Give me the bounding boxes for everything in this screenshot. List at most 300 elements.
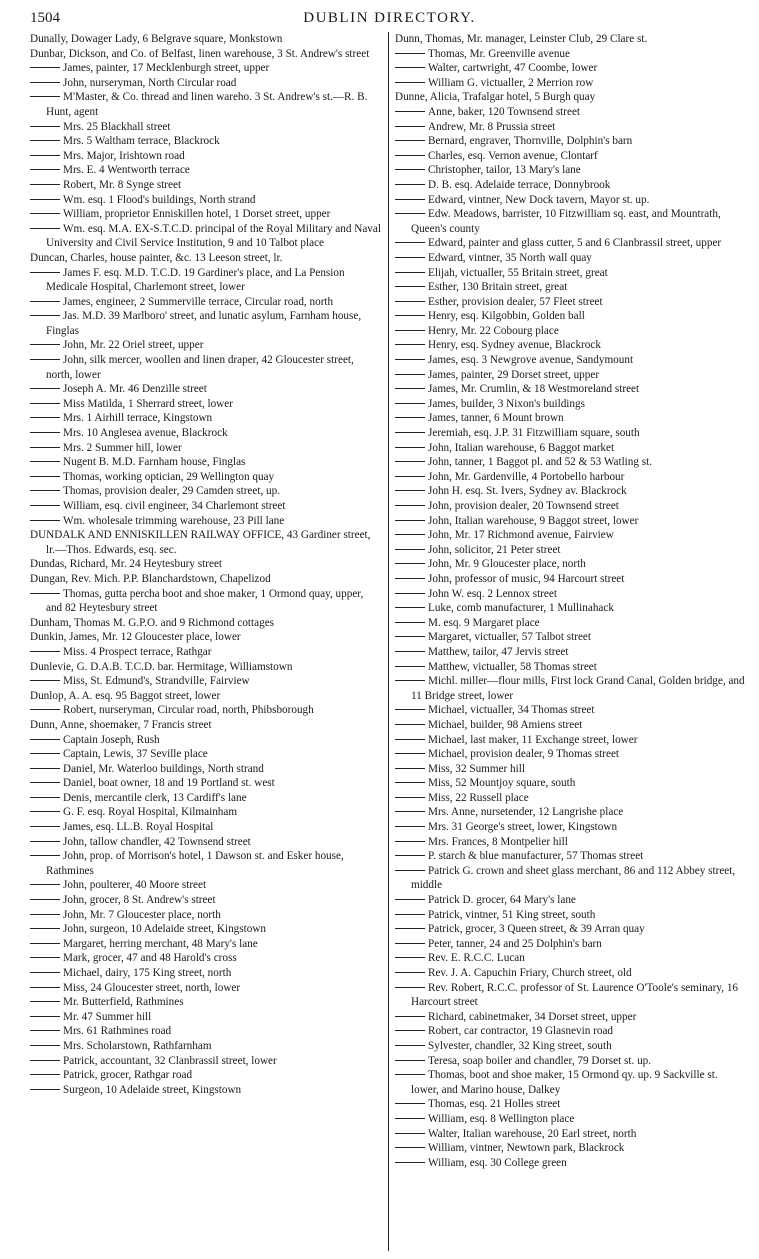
- entry-text: Peter, tanner, 24 and 25 Dolphin's barn: [428, 937, 602, 950]
- entry-text: Patrick G. crown and sheet glass merchant, 86 and 112 Abbey street, middle: [411, 864, 736, 892]
- entry-text: James, esq. LL.B. Royal Hospital: [63, 821, 214, 834]
- entry-text: Miss, St. Edmund's, Strandville, Fairview: [63, 675, 250, 688]
- ditto-dash: [30, 461, 60, 462]
- ditto-dash: [30, 841, 60, 842]
- page-number: 1504: [30, 10, 60, 26]
- entry-text: Michael, last maker, 11 Exchange street, lower: [428, 733, 638, 746]
- entry-text: Mark, grocer, 47 and 48 Harold's cross: [63, 952, 237, 965]
- entry-text: Walter, cartwright, 47 Coombe, lower: [428, 62, 598, 75]
- directory-entry: [395, 835, 747, 850]
- ditto-dash: [395, 1060, 425, 1061]
- directory-entry: [395, 703, 747, 718]
- ditto-dash: [395, 184, 425, 185]
- directory-entry: [395, 338, 747, 353]
- directory-entry: [395, 543, 747, 558]
- directory-entry: [395, 368, 747, 383]
- ditto-dash: [395, 549, 425, 550]
- directory-entry: [395, 893, 747, 908]
- directory-entry: [30, 178, 382, 193]
- directory-entry: [30, 382, 382, 397]
- directory-entry: [395, 572, 747, 587]
- ditto-dash: [30, 972, 60, 973]
- ditto-dash: [395, 914, 425, 915]
- directory-entry: [30, 207, 382, 222]
- ditto-dash: [395, 476, 425, 477]
- entry-text: Mrs. Major, Irishtown road: [63, 149, 185, 162]
- ditto-dash: [395, 155, 425, 156]
- entry-text: Mrs. Scholarstown, Rathfarnham: [63, 1039, 212, 1052]
- entry-text: Matthew, victualler, 58 Thomas street: [428, 660, 597, 673]
- ditto-dash: [395, 826, 425, 827]
- entry-text: Matthew, tailor, 47 Jervis street: [428, 645, 569, 658]
- entry-text: Patrick, accountant, 32 Clanbrassil street, lower: [63, 1054, 277, 1067]
- entry-text: D. B. esq. Adelaide terrace, Donnybrook: [428, 178, 611, 191]
- entry-text: John, tanner, 1 Baggot pl. and 52 & 53 Watling st.: [428, 456, 653, 469]
- directory-entry: [395, 514, 747, 529]
- ditto-dash: [30, 388, 60, 389]
- ditto-dash: [30, 140, 60, 141]
- entry-text: Rev. Robert, R.C.C. professor of St. Laurence O'Toole's seminary, 16 Harcourt street: [411, 981, 739, 1009]
- entry-text: Mrs. 25 Blackhall street: [63, 120, 171, 133]
- ditto-dash: [395, 534, 425, 535]
- ditto-dash: [30, 82, 60, 83]
- entry-text: James, painter, 17 Mecklenburgh street, upper: [63, 62, 270, 75]
- directory-entry: [395, 1039, 747, 1054]
- directory-entry: [30, 703, 382, 718]
- directory-entry: [30, 805, 382, 820]
- directory-entry: [30, 1039, 382, 1054]
- ditto-dash: [395, 943, 425, 944]
- entry-text: Sylvester, chandler, 32 King street, south: [428, 1039, 612, 1052]
- directory-entry: [30, 557, 382, 572]
- entry-text: Mr. 47 Summer hill: [63, 1010, 152, 1023]
- entry-text: Mrs. E. 4 Wentworth terrace: [63, 164, 190, 177]
- ditto-dash: [395, 1030, 425, 1031]
- directory-entry: [30, 149, 382, 164]
- directory-entry: [30, 674, 382, 689]
- ditto-dash: [395, 272, 425, 273]
- entry-text: John H. esq. St. Ivers, Sydney av. Blackrock: [428, 485, 627, 498]
- ditto-dash: [395, 490, 425, 491]
- ditto-dash: [30, 432, 60, 433]
- directory-entry: [30, 353, 382, 382]
- directory-entry: [395, 718, 747, 733]
- directory-entry: [395, 32, 747, 47]
- ditto-dash: [30, 213, 60, 214]
- entry-text: John, Mr. 7 Gloucester place, north: [63, 908, 221, 921]
- entry-text: Mrs. 61 Rathmines road: [63, 1025, 172, 1038]
- entry-text: Michael, dairy, 175 King street, north: [63, 967, 232, 979]
- entry-text: John, grocer, 8 St. Andrew's street: [63, 894, 216, 907]
- directory-entry: [30, 222, 382, 251]
- entry-text: James, Mr. Crumlin, & 18 Westmoreland street: [428, 383, 640, 396]
- entry-text: Miss, 32 Summer hill: [428, 762, 525, 775]
- ditto-dash: [395, 680, 425, 681]
- entry-text: Miss, 52 Mountjoy square, south: [428, 777, 576, 790]
- directory-entry: [30, 660, 382, 675]
- entry-text: John, Mr. 9 Gloucester place, north: [428, 558, 586, 571]
- ditto-dash: [395, 593, 425, 594]
- entry-text: James, builder, 3 Nixon's buildings: [428, 397, 585, 410]
- ditto-dash: [395, 987, 425, 988]
- ditto-dash: [395, 330, 425, 331]
- entry-text: Margaret, herring merchant, 48 Mary's lane: [63, 937, 258, 950]
- directory-entry: [395, 441, 747, 456]
- entry-text: Dunlevie, G. D.A.B. T.C.D. bar. Hermitage, Williamstown: [30, 660, 293, 673]
- ditto-dash: [30, 957, 60, 958]
- entry-text: Margaret, victualler, 57 Talbot street: [428, 631, 592, 644]
- entry-text: M. esq. 9 Margaret place: [428, 616, 540, 629]
- directory-entry: [395, 397, 747, 412]
- directory-entry: [395, 1112, 747, 1127]
- entry-text: John, poulterer, 40 Moore street: [63, 879, 207, 892]
- directory-entry: [395, 324, 747, 339]
- directory-entry: [30, 1054, 382, 1069]
- directory-entry: [395, 353, 747, 368]
- entry-text: Dunham, Thomas M. G.P.O. and 9 Richmond cottages: [30, 616, 275, 629]
- ditto-dash: [30, 782, 60, 783]
- directory-entry: [30, 951, 382, 966]
- ditto-dash: [30, 899, 60, 900]
- entry-text: Dungan, Rev. Mich. P.P. Blanchardstown, Chapelizod: [30, 572, 271, 585]
- left-column: [30, 32, 388, 1251]
- ditto-dash: [395, 636, 425, 637]
- entry-text: Surgeon, 10 Adelaide street, Kingstown: [63, 1083, 242, 1096]
- ditto-dash: [30, 344, 60, 345]
- entry-text: Wm. esq. 1 Flood's buildings, North strand: [63, 193, 256, 206]
- entry-text: John, Mr. 22 Oriel street, upper: [63, 339, 204, 352]
- entry-text: Mrs. Anne, nursetender, 12 Langrishe place: [428, 806, 624, 819]
- ditto-dash: [395, 505, 425, 506]
- ditto-dash: [395, 111, 425, 112]
- directory-entry: [395, 733, 747, 748]
- ditto-dash: [30, 1060, 60, 1061]
- ditto-dash: [30, 315, 60, 316]
- entry-text: John, Italian warehouse, 9 Baggot street, lower: [428, 514, 639, 527]
- ditto-dash: [30, 403, 60, 404]
- directory-entry: [395, 163, 747, 178]
- entry-text: Patrick, grocer, Rathgar road: [63, 1069, 193, 1082]
- directory-entry: [30, 747, 382, 762]
- entry-text: Dundas, Richard, Mr. 24 Heytesbury street: [30, 558, 223, 571]
- ditto-dash: [30, 184, 60, 185]
- entry-text: Denis, mercantile clerk, 13 Cardiff's lane: [63, 791, 247, 804]
- entry-text: Edward, painter and glass cutter, 5 and 6 Clanbrassil street, upper: [428, 237, 722, 250]
- ditto-dash: [395, 563, 425, 564]
- entry-text: Dunbar, Dickson, and Co. of Belfast, linen warehouse, 3 St. Andrew's street: [30, 47, 370, 60]
- ditto-dash: [395, 417, 425, 418]
- entry-text: Mr. Butterfield, Rathmines: [63, 996, 184, 1009]
- entry-text: John, solicitor, 21 Peter street: [428, 543, 561, 556]
- entry-text: John, tallow chandler, 42 Townsend street: [63, 835, 251, 848]
- entry-text: Esther, 130 Britain street, great: [428, 281, 568, 294]
- directory-entry: [395, 178, 747, 193]
- ditto-dash: [395, 461, 425, 462]
- right-column: [388, 32, 747, 1251]
- entry-text: Walter, Italian warehouse, 20 Earl street, north: [428, 1127, 637, 1140]
- directory-entry: [30, 90, 382, 119]
- directory-entry: [395, 1010, 747, 1025]
- directory-entry: [395, 76, 747, 91]
- directory-entry: [395, 616, 747, 631]
- entry-text: John, Italian warehouse, 6 Baggot market: [428, 441, 615, 454]
- directory-entry: [395, 193, 747, 208]
- directory-entry: [395, 382, 747, 397]
- directory-entry: [395, 1141, 747, 1156]
- ditto-dash: [395, 709, 425, 710]
- directory-entry: [395, 820, 747, 835]
- ditto-dash: [395, 403, 425, 404]
- directory-entry: [395, 105, 747, 120]
- ditto-dash: [395, 432, 425, 433]
- ditto-dash: [395, 724, 425, 725]
- ditto-dash: [30, 855, 60, 856]
- ditto-dash: [395, 242, 425, 243]
- directory-entry: [395, 134, 747, 149]
- ditto-dash: [395, 928, 425, 929]
- directory-entry: [30, 163, 382, 178]
- ditto-dash: [395, 622, 425, 623]
- directory-entry: [395, 236, 747, 251]
- ditto-dash: [395, 768, 425, 769]
- entry-text: Edward, vintner, 35 North wall quay: [428, 251, 592, 264]
- directory-entry: [30, 295, 382, 310]
- ditto-dash: [30, 1074, 60, 1075]
- running-head: [30, 8, 749, 34]
- entry-text: Nugent B. M.D. Farnham house, Finglas: [63, 456, 246, 469]
- ditto-dash: [395, 374, 425, 375]
- ditto-dash: [395, 666, 425, 667]
- directory-entry: [30, 645, 382, 660]
- ditto-dash: [395, 578, 425, 579]
- entry-text: Thomas, esq. 21 Holles street: [428, 1098, 561, 1111]
- entry-text: Dunne, Alicia, Trafalgar hotel, 5 Burgh quay: [395, 91, 596, 104]
- directory-entry: [30, 397, 382, 412]
- directory-entry: [30, 572, 382, 587]
- directory-entry: [30, 426, 382, 441]
- ditto-dash: [30, 987, 60, 988]
- ditto-dash: [395, 607, 425, 608]
- entry-text: Henry, Mr. 22 Cobourg place: [428, 324, 559, 337]
- entry-text: John, Mr. Gardenville, 4 Portobello harbour: [428, 470, 625, 483]
- entry-text: G. F. esq. Royal Hospital, Kilmainham: [63, 806, 238, 819]
- ditto-dash: [395, 126, 425, 127]
- directory-entry: [30, 820, 382, 835]
- entry-text: John, prop. of Morrison's hotel, 1 Dawson st. and Esker house, Rathmines: [46, 850, 344, 877]
- directory-entry: [30, 193, 382, 208]
- ditto-dash: [30, 826, 60, 827]
- entry-text: James F. esq. M.D. T.C.D. 19 Gardiner's place, and La Pension Medicale Hospital, Charlemont street, lower: [46, 266, 345, 294]
- ditto-dash: [30, 359, 60, 360]
- directory-entry: [395, 601, 747, 616]
- ditto-dash: [30, 1016, 60, 1017]
- directory-entry: [30, 1083, 382, 1098]
- directory-entry: [30, 718, 382, 733]
- entry-text: Dunn, Anne, shoemaker, 7 Francis street: [30, 718, 212, 731]
- entry-text: Miss. 4 Prospect terrace, Rathgar: [63, 645, 212, 658]
- ditto-dash: [30, 884, 60, 885]
- directory-entry: [30, 251, 382, 266]
- directory-entry: [395, 587, 747, 602]
- entry-text: Michl. miller—flour mills, First lock Grand Canal, Golden bridge, and 11 Bridge street, lower: [411, 675, 745, 702]
- entry-text: Mrs. Frances, 8 Montpelier hill: [428, 835, 568, 848]
- ditto-dash: [30, 505, 60, 506]
- directory-entry: [30, 1024, 382, 1039]
- ditto-dash: [395, 67, 425, 68]
- entry-text: DUNDALK AND ENNISKILLEN RAILWAY OFFICE, 43 Gardiner street, lr.—Thos. Edwards, esq. sec.: [30, 529, 371, 556]
- directory-entry: [395, 1024, 747, 1039]
- directory-entry: [395, 528, 747, 543]
- entry-text: Thomas, gutta percha boot and shoe maker, 1 Ormond quay, upper, and 82 Heytesbury street: [46, 587, 364, 615]
- entry-text: Mrs. 2 Summer hill, lower: [63, 441, 182, 454]
- directory-entry: [30, 411, 382, 426]
- ditto-dash: [30, 1001, 60, 1002]
- directory-entry: [395, 251, 747, 266]
- entry-text: Captain, Lewis, 37 Seville place: [63, 748, 208, 761]
- entry-text: Christopher, tailor, 13 Mary's lane: [428, 164, 581, 177]
- entry-text: James, tanner, 6 Mount brown: [428, 412, 564, 425]
- entry-text: Michael, builder, 98 Amiens street: [428, 718, 583, 731]
- entry-text: Charles, esq. Vernon avenue, Clontarf: [428, 149, 598, 162]
- entry-text: John, provision dealer, 20 Townsend street: [428, 500, 619, 512]
- ditto-dash: [395, 1103, 425, 1104]
- directory-entry: [395, 411, 747, 426]
- entry-text: Mrs. 31 George's street, lower, Kingstown: [428, 821, 618, 834]
- entry-text: John, silk mercer, woollen and linen draper, 42 Gloucester street, north, lower: [46, 354, 354, 381]
- entry-text: Rev. E. R.C.C. Lucan: [428, 952, 525, 965]
- directory-entry: [395, 776, 747, 791]
- entry-text: Luke, comb manufacturer, 1 Mullinahack: [428, 602, 614, 615]
- ditto-dash: [30, 490, 60, 491]
- ditto-dash: [395, 811, 425, 812]
- entry-text: Patrick D. grocer, 64 Mary's lane: [428, 894, 576, 907]
- entry-text: Thomas, provision dealer, 29 Camden street, up.: [63, 485, 281, 498]
- directory-entry: [30, 878, 382, 893]
- entry-text: Thomas, Mr. Greenville avenue: [428, 47, 570, 60]
- directory-entry: [30, 689, 382, 704]
- ditto-dash: [30, 228, 60, 229]
- directory-entry: [30, 966, 382, 981]
- ditto-dash: [395, 53, 425, 54]
- entry-text: John, surgeon, 10 Adelaide street, Kingstown: [63, 923, 267, 936]
- directory-entry: [30, 514, 382, 529]
- ditto-dash: [395, 739, 425, 740]
- entry-text: James, painter, 29 Dorset street, upper: [428, 368, 600, 381]
- entry-text: Thomas, boot and shoe maker, 15 Ormond qy. up. 9 Sackville st. lower, and Marino house, Dalkey: [411, 1069, 718, 1096]
- ditto-dash: [395, 797, 425, 798]
- entry-text: Richard, cabinetmaker, 34 Dorset street, upper: [428, 1010, 637, 1023]
- entry-text: Robert, nurseryman, Circular road, north, Phibsborough: [63, 704, 314, 717]
- directory-entry: [395, 426, 747, 441]
- entry-text: John, nurseryman, North Circular road: [63, 76, 237, 89]
- directory-entry: [30, 76, 382, 91]
- entry-text: Jeremiah, esq. J.P. 31 Fitzwilliam square, south: [428, 427, 640, 440]
- ditto-dash: [395, 315, 425, 316]
- entry-text: Dunally, Dowager Lady, 6 Belgrave square, Monkstown: [30, 33, 283, 45]
- ditto-dash: [395, 870, 425, 871]
- entry-text: Andrew, Mr. 8 Prussia street: [428, 120, 556, 133]
- directory-entry: [395, 90, 747, 105]
- entry-text: John, professor of music, 94 Harcourt street: [428, 572, 625, 585]
- entry-text: Edw. Meadows, barrister, 10 Fitzwilliam sq. east, and Mountrath, Queen's county: [411, 208, 721, 235]
- ditto-dash: [30, 651, 60, 652]
- ditto-dash: [30, 739, 60, 740]
- directory-entry: [30, 791, 382, 806]
- entry-text: M'Master, & Co. thread and linen wareho. 3 St. Andrew's st.—R. B. Hunt, agent: [46, 91, 368, 118]
- ditto-dash: [395, 855, 425, 856]
- directory-entry: [395, 295, 747, 310]
- directory-entry: [30, 120, 382, 135]
- entry-text: William G. victualler, 2 Merrion row: [428, 76, 594, 89]
- entry-text: Michael, provision dealer, 9 Thomas street: [428, 748, 620, 761]
- ditto-dash: [30, 417, 60, 418]
- directory-entry: [395, 149, 747, 164]
- ditto-dash: [395, 140, 425, 141]
- ditto-dash: [30, 126, 60, 127]
- ditto-dash: [395, 1162, 425, 1163]
- ditto-dash: [395, 520, 425, 521]
- entry-text: Thomas, working optician, 29 Wellington quay: [63, 470, 275, 483]
- directory-entry: [395, 849, 747, 864]
- directory-entry: [395, 557, 747, 572]
- entry-text: Captain Joseph, Rush: [63, 733, 160, 746]
- directory-entry: [395, 455, 747, 470]
- directory-entry: [395, 1054, 747, 1069]
- directory-entry: [30, 1010, 382, 1025]
- directory-entry: [30, 470, 382, 485]
- directory-entry: [30, 32, 382, 47]
- ditto-dash: [30, 914, 60, 915]
- ditto-dash: [30, 155, 60, 156]
- ditto-dash: [30, 67, 60, 68]
- directory-entry: [395, 908, 747, 923]
- entry-text: James, esq. 3 Newgrove avenue, Sandymount: [428, 354, 634, 367]
- entry-text: John, Mr. 17 Richmond avenue, Fairview: [428, 529, 614, 542]
- directory-entry: [30, 266, 382, 295]
- ditto-dash: [30, 199, 60, 200]
- directory-entry: [395, 966, 747, 981]
- entry-text: Henry, esq. Kilgobbin, Golden ball: [428, 310, 585, 323]
- ditto-dash: [30, 1089, 60, 1090]
- directory-entry: [395, 645, 747, 660]
- directory-entry: [30, 47, 382, 62]
- ditto-dash: [395, 213, 425, 214]
- entry-text: Henry, esq. Sydney avenue, Blackrock: [428, 339, 601, 352]
- entry-text: Teresa, soap boiler and chandler, 79 Dorset st. up.: [428, 1054, 652, 1067]
- directory-entry: [30, 309, 382, 338]
- ditto-dash: [395, 388, 425, 389]
- directory-entry: [30, 630, 382, 645]
- ditto-dash: [30, 797, 60, 798]
- ditto-dash: [30, 753, 60, 754]
- entry-text: Mrs. 10 Anglesea avenue, Blackrock: [63, 427, 228, 440]
- directory-entry: [395, 864, 747, 893]
- ditto-dash: [30, 520, 60, 521]
- ditto-dash: [30, 680, 60, 681]
- entry-text: Jas. M.D. 39 Marlboro' street, and lunatic asylum, Farnham house, Finglas: [46, 310, 362, 337]
- entry-text: Dunn, Thomas, Mr. manager, Leinster Club, 29 Clare st.: [395, 33, 648, 45]
- ditto-dash: [395, 169, 425, 170]
- directory-entry: [30, 981, 382, 996]
- ditto-dash: [30, 811, 60, 812]
- ditto-dash: [395, 1133, 425, 1134]
- directory-entry: [395, 1097, 747, 1112]
- entry-text: Daniel, boat owner, 18 and 19 Portland st. west: [63, 777, 275, 790]
- entry-text: Miss, 24 Gloucester street, north, lower: [63, 981, 241, 994]
- directory-entry: [395, 1068, 747, 1097]
- ditto-dash: [395, 899, 425, 900]
- directory-entry: [395, 484, 747, 499]
